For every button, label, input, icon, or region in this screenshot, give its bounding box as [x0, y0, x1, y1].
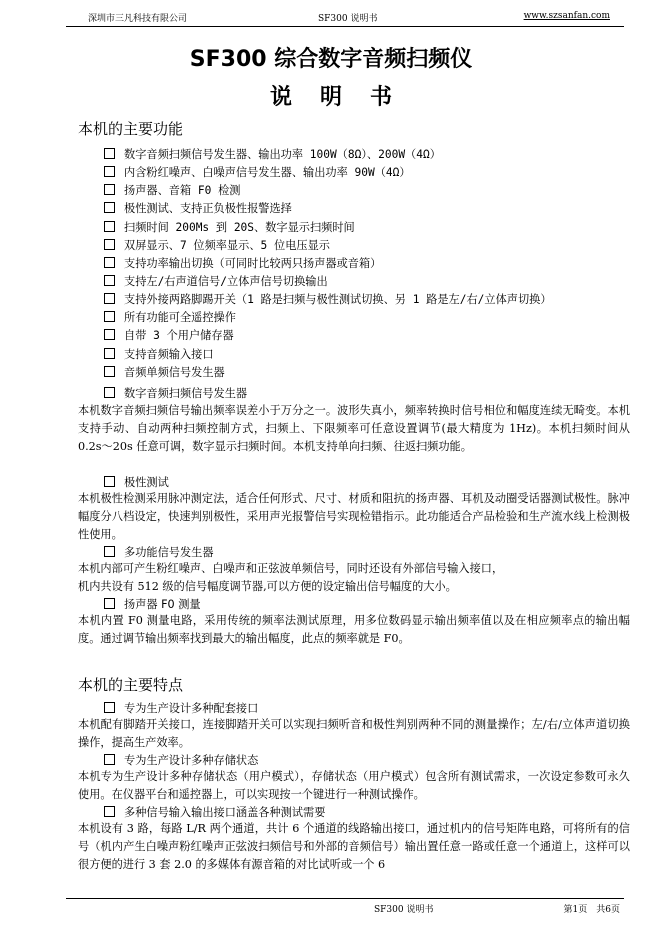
header-company: 深圳市三凡科技有限公司 — [88, 14, 188, 24]
checkbox-icon — [104, 387, 115, 398]
detail-paragraph: 本机极性检测采用脉冲测定法，适合任何形式、尺寸、材质和阻抗的扬声器、耳机及动圈受话器测试极性。脉冲幅度分八档设定，快速判别极性，采用声光报警信号实现检错指示。此功能适合产品检验和生产流水线上检测极性使用。 — [78, 492, 630, 542]
header-doc-name: SF300 说明书 — [318, 14, 378, 24]
feature-item: 双屏显示、7 位频率显示、5 位电压显示 — [104, 237, 552, 255]
document-title: SF300 综合数字音频扫频仪 — [189, 47, 473, 72]
feature-item: 数字音频扫频信号发生器、输出功率 100W（8Ω）、200W（4Ω） — [104, 146, 552, 164]
checkbox-icon — [104, 348, 115, 359]
checkbox-icon — [104, 202, 115, 213]
checkbox-icon — [104, 598, 115, 609]
checkbox-icon — [104, 806, 115, 817]
checkbox-icon — [104, 754, 115, 765]
detail-title: 专为生产设计多种配套接口 — [104, 700, 258, 716]
feature-item: 自带 3 个用户储存器 — [104, 327, 552, 345]
detail-title: 多功能信号发生器 — [104, 544, 214, 560]
checkbox-icon — [104, 221, 115, 232]
checkbox-icon — [104, 702, 115, 713]
detail-title: 极性测试 — [104, 474, 169, 490]
section-heading-functions: 本机的主要功能 — [78, 120, 184, 138]
footer-doc-name: SF300 说明书 — [374, 905, 434, 915]
checkbox-icon — [104, 329, 115, 340]
section-heading-features: 本机的主要特点 — [78, 676, 184, 694]
feature-item: 支持左/右声道信号/立体声信号切换输出 — [104, 273, 552, 291]
detail-paragraph: 本机配有脚踏开关接口，连接脚踏开关可以实现扫频听音和极性判别两种不同的测量操作；左/右/立体声道切换操作，提高生产效率。 — [78, 718, 630, 750]
checkbox-icon — [104, 257, 115, 268]
checkbox-icon — [104, 546, 115, 557]
checkbox-icon — [104, 166, 115, 177]
footer-page-number: 第1页 共6页 — [563, 905, 620, 915]
detail-title: 专为生产设计多种存储状态 — [104, 752, 258, 768]
document-subtitle: 说明书 — [269, 85, 420, 110]
feature-list — [104, 146, 552, 382]
feature-item: 支持外接两路脚踢开关（1 路是扫频与极性测试切换、另 1 路是左/右/立体声切换） — [104, 291, 552, 309]
detail-paragraph: 本机专为生产设计多种存储状态（用户模式），存储状态（用户模式）包含所有测试需求，一次设定参数可永久使用。在仪器平台和遥控器上，可以实现按一个键进行一种测试操作。 — [78, 770, 630, 802]
detail-title: 数字音频扫频信号发生器 — [104, 385, 247, 401]
feature-item: 扬声器、音箱 F0 检测 — [104, 182, 552, 200]
feature-item: 支持音频输入接口 — [104, 346, 552, 364]
checkbox-icon — [104, 476, 115, 487]
feature-item: 扫频时间 200Ms 到 20S、数字显示扫频时间 — [104, 219, 552, 237]
checkbox-icon — [104, 275, 115, 286]
detail-paragraph: 本机内置 F0 测量电路，采用传统的频率法测试原理，用多位数码显示输出频率值以及在相应频率点的输出幅度。通过调节输出频率找到最大的输出幅度，此点的频率就是 F0。 — [78, 614, 630, 646]
checkbox-icon — [104, 293, 115, 304]
checkbox-icon — [104, 184, 115, 195]
page-header — [66, 8, 624, 27]
feature-item: 音频单频信号发生器 — [104, 364, 552, 382]
feature-item: 所有功能可全遥控操作 — [104, 309, 552, 327]
checkbox-icon — [104, 366, 115, 377]
checkbox-icon — [104, 311, 115, 322]
detail-title: 扬声器 F0 测量 — [104, 596, 201, 612]
detail-paragraph: 本机设有 3 路，每路 L/R 两个通道，共计 6 个通道的线路输出接口，通过机内的信号矩阵电路，可将所有的信号（机内产生白噪声粉红噪声正弦波扫频信号和外部的音频信号）输出置任意一路或任意一个通道上，这样可以很方便的进行 3 套 2.0 的多媒体有源音箱的对比试听或一个 6 — [78, 822, 630, 872]
page-footer — [66, 898, 624, 915]
checkbox-icon — [104, 239, 115, 250]
detail-title: 多种信号输入输出接口涵盖各种测试需要 — [104, 804, 325, 820]
feature-item: 极性测试、支持正负极性报警选择 — [104, 200, 552, 218]
detail-paragraph: 本机内部可产生粉红噪声、白噪声和正弦波单频信号，同时还设有外部信号输入接口， 机内共设有 512 级的信号幅度调节器,可以方便的设定输出信号幅度的大小。 — [78, 562, 504, 594]
detail-paragraph: 本机数字音频扫频信号输出频率误差小于万分之一。波形失真小，频率转换时信号相位和幅度连续无畸变。本机支持手动、自动两种扫频控制方式，扫频上、下限频率可任意设置调节(最大精度为 1Hz)。本机扫频时间从 0.2s～20s 任意可调，数字显示扫频时间。本机支持单向扫频、往返扫频功能。 — [78, 404, 630, 454]
feature-item: 支持功率输出切换（可同时比较两只扬声器或音箱） — [104, 255, 552, 273]
feature-item: 内含粉红噪声、白噪声信号发生器、输出功率 90W（4Ω） — [104, 164, 552, 182]
checkbox-icon — [104, 148, 115, 159]
header-website-link[interactable]: www.szsanfan.com — [523, 11, 610, 21]
